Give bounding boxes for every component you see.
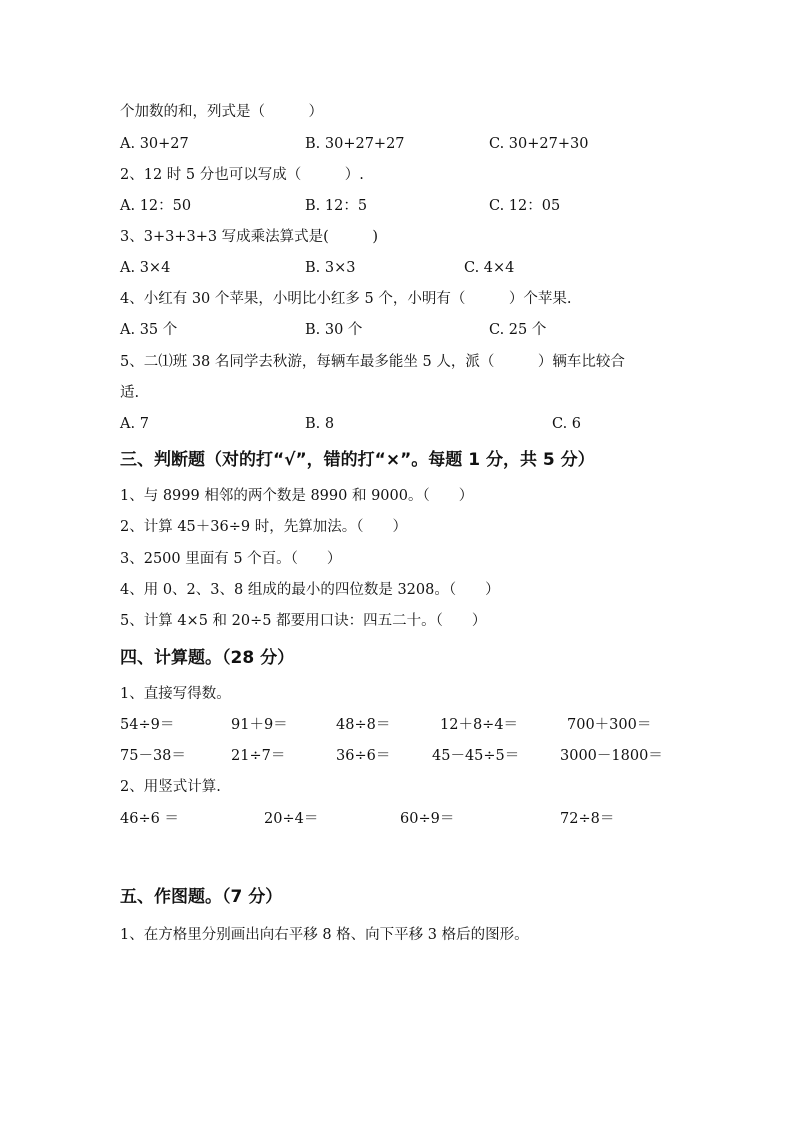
- q4-option-a: A. 35 个: [120, 322, 178, 338]
- q1-option-a: A. 30+27: [120, 136, 189, 152]
- judge-item-5: 5、计算 4×5 和 20÷5 都要用口诀：四五二十。（ ）: [120, 613, 487, 629]
- q1-option-c: C. 30+27+30: [489, 136, 589, 152]
- question-4: 4、小红有 30 个苹果，小明比小红多 5 个，小明有（ ）个苹果.: [120, 291, 572, 307]
- judge-item-1: 1、与 8999 相邻的两个数是 8990 和 9000。（ ）: [120, 488, 474, 504]
- question-5-line-2: 适.: [120, 385, 140, 401]
- q5-option-b: B. 8: [305, 416, 335, 432]
- calc-r2-c3: 36÷6＝: [336, 748, 391, 764]
- question-1-tail: 个加数的和，列式是（ ）: [120, 104, 323, 120]
- calc-r1-c2: 91＋9＝: [231, 717, 288, 733]
- calc-r2-c4: 45－45÷5＝: [432, 748, 520, 764]
- judge-item-4: 4、用 0、2、3、8 组成的最小的四位数是 3208。（ ）: [120, 582, 500, 598]
- q4-option-c: C. 25 个: [489, 322, 547, 338]
- q2-option-b: B. 12：5: [305, 198, 368, 214]
- calc-r3-c2: 20÷4＝: [264, 811, 319, 827]
- judge-item-3: 3、2500 里面有 5 个百。（ ）: [120, 551, 342, 567]
- calc-sub-1: 1、直接写得数。: [120, 686, 231, 702]
- calc-r3-c4: 72÷8＝: [560, 811, 615, 827]
- calc-r2-c5: 3000－1800＝: [560, 748, 663, 764]
- calc-r1-c3: 48÷8＝: [336, 717, 391, 733]
- calc-r2-c2: 21÷7＝: [231, 748, 286, 764]
- calc-r2-c1: 75－38＝: [120, 748, 186, 764]
- calc-r3-c1: 46÷6 ＝: [120, 811, 179, 827]
- q5-option-c: C. 6: [552, 416, 582, 432]
- q3-option-b: B. 3×3: [305, 260, 356, 276]
- q2-option-a: A. 12：50: [120, 198, 192, 214]
- question-2: 2、12 时 5 分也可以写成（ ）.: [120, 167, 364, 183]
- q5-option-a: A. 7: [120, 416, 149, 432]
- q2-option-c: C. 12：05: [489, 198, 561, 214]
- calc-sub-2: 2、用竖式计算.: [120, 779, 221, 795]
- judge-item-2: 2、计算 45＋36÷9 时，先算加法。（ ）: [120, 519, 407, 535]
- calc-r3-c3: 60÷9＝: [400, 811, 455, 827]
- question-5-line-1: 5、二⑴班 38 名同学去秋游，每辆车最多能坐 5 人，派（ ）辆车比较合: [120, 354, 625, 370]
- question-3: 3、3+3+3+3 写成乘法算式是( ): [120, 229, 378, 245]
- q4-option-b: B. 30 个: [305, 322, 363, 338]
- draw-item-1: 1、在方格里分别画出向右平移 8 格、向下平移 3 格后的图形。: [120, 927, 529, 943]
- q3-option-a: A. 3×4: [120, 260, 171, 276]
- section-draw-heading: 五、作图题。（7 分）: [120, 887, 283, 907]
- calc-r1-c1: 54÷9＝: [120, 717, 175, 733]
- section-calc-heading: 四、计算题。（28 分）: [120, 648, 295, 668]
- q1-option-b: B. 30+27+27: [305, 136, 405, 152]
- q3-option-c: C. 4×4: [464, 260, 515, 276]
- section-judge-heading: 三、判断题（对的打“√”，错的打“×”。每题 1 分，共 5 分）: [120, 450, 595, 470]
- calc-r1-c5: 700＋300＝: [567, 717, 652, 733]
- calc-r1-c4: 12＋8÷4＝: [440, 717, 519, 733]
